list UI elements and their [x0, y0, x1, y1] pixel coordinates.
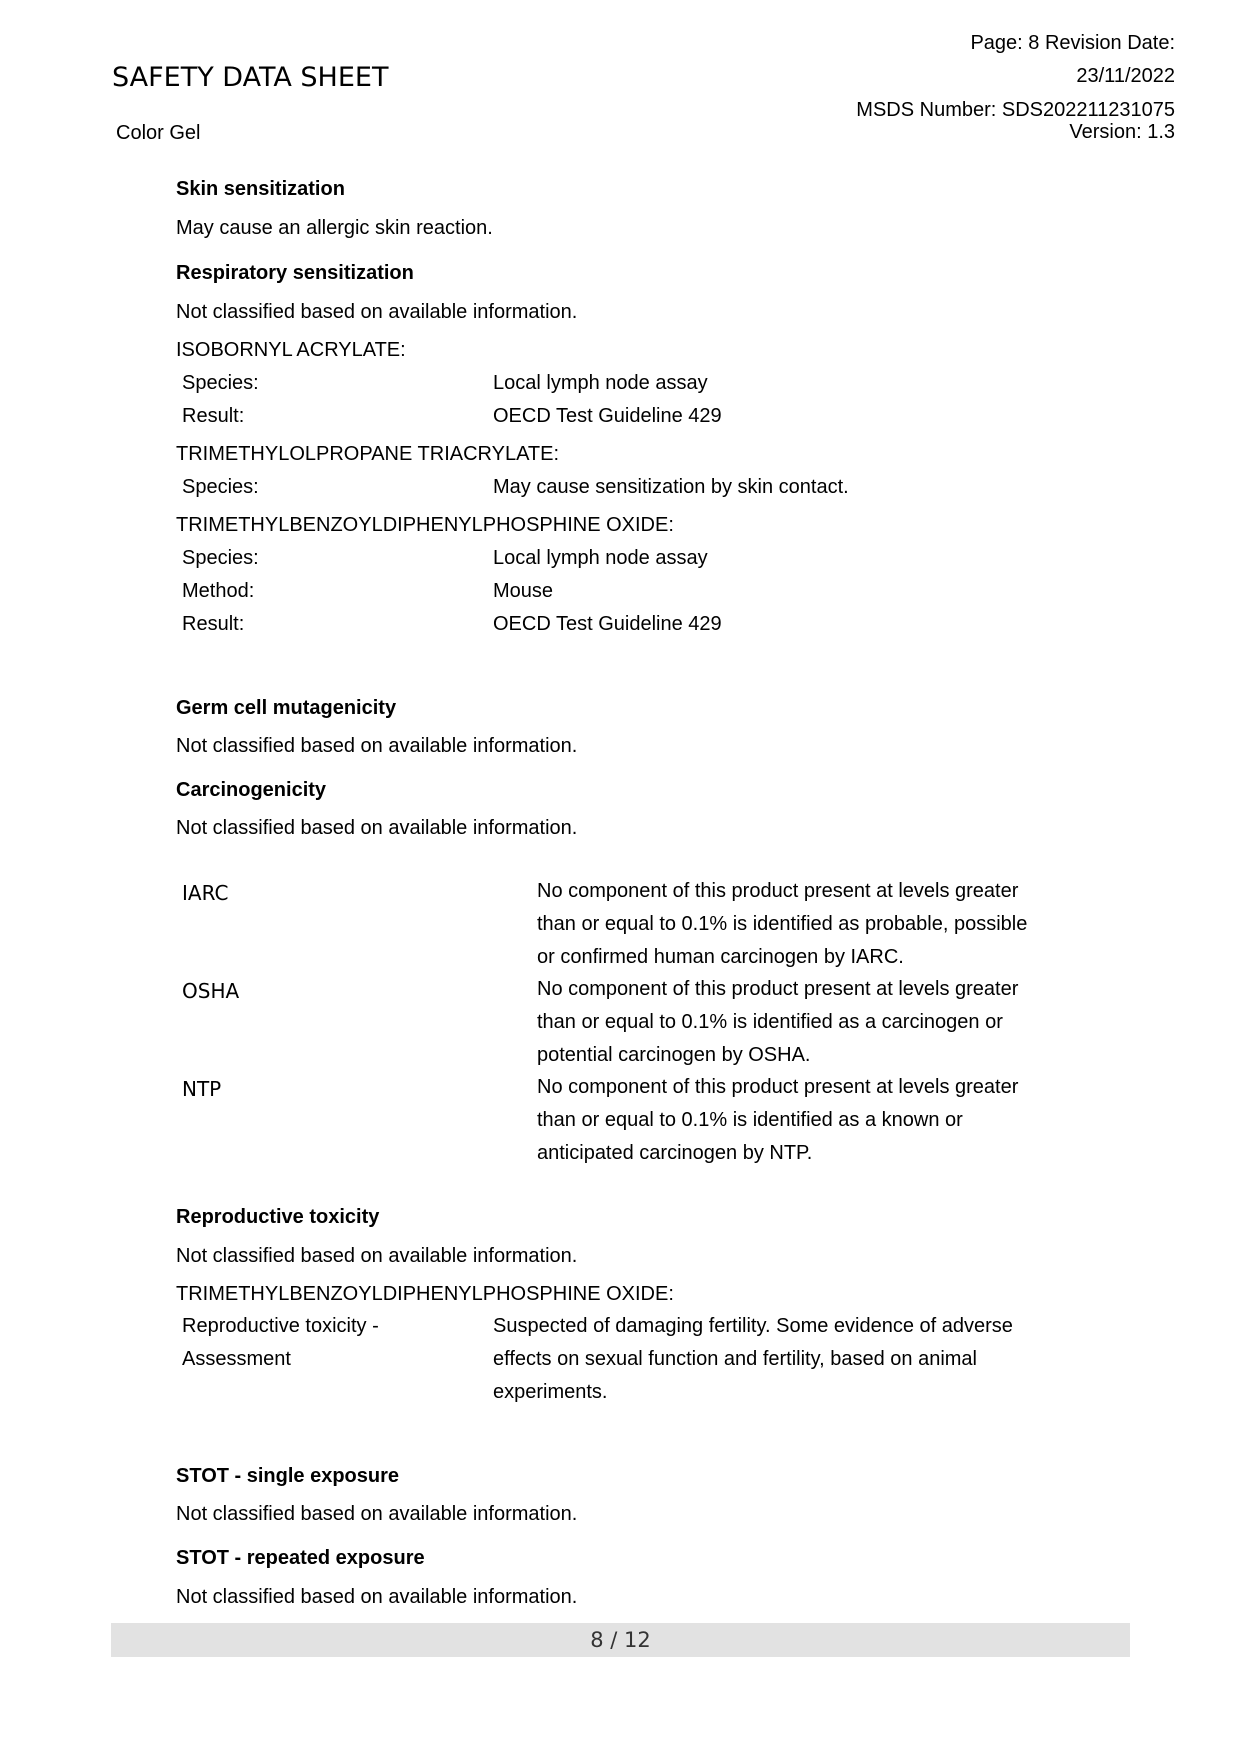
stot-repeated-heading: STOT - repeated exposure — [176, 1547, 425, 1569]
stot-repeated-text: Not classified based on available information. — [176, 1586, 578, 1608]
row-value: Mouse — [493, 580, 554, 602]
skin-sensitization-text: May cause an allergic skin reaction. — [176, 217, 493, 239]
reproductive-toxicity-heading: Reproductive toxicity — [176, 1206, 380, 1228]
agency-osha: OSHA — [182, 979, 240, 1003]
row-label: Species: — [182, 476, 259, 498]
agency-osha-statement: No component of this product present at levels greater than or equal to 0.1% is identified as a carcinogen or potential carcinogen by OSHA. — [537, 978, 1019, 1066]
respiratory-sensitization-text: Not classified based on available information. — [176, 301, 578, 323]
reproductive-toxicity-text: Not classified based on available information. — [176, 1245, 578, 1267]
row-label: Result: — [182, 613, 245, 635]
skin-sensitization-heading: Skin sensitization — [176, 178, 345, 200]
row-label: Species: — [182, 372, 259, 394]
row-label: Result: — [182, 405, 245, 427]
agency-ntp-statement: No component of this product present at levels greater than or equal to 0.1% is identified as a known or anticipated carcinogen by NTP. — [537, 1076, 1019, 1164]
germ-cell-heading: Germ cell mutagenicity — [176, 697, 397, 719]
row-value: Local lymph node assay — [493, 547, 708, 569]
component-name: ISOBORNYL ACRYLATE: — [176, 339, 406, 361]
row-label: Method: — [182, 580, 255, 602]
agency-iarc: IARC — [182, 881, 229, 905]
germ-cell-text: Not classified based on available information. — [176, 735, 578, 757]
revision-date: 23/11/2022 — [1076, 65, 1175, 87]
agency-ntp: NTP — [182, 1077, 222, 1101]
stot-single-heading: STOT - single exposure — [176, 1465, 400, 1487]
page-revision-label: Page: 8 Revision Date: — [970, 32, 1175, 54]
reproductive-assessment-value: Suspected of damaging fertility. Some evidence of adverse effects on sexual function and fertility, based on animal experiments. — [493, 1315, 1013, 1403]
respiratory-sensitization-heading: Respiratory sensitization — [176, 262, 414, 284]
row-value: OECD Test Guideline 429 — [493, 405, 722, 427]
agency-iarc-statement: No component of this product present at levels greater than or equal to 0.1% is identified as probable, possible or confirmed human carcinogen by IARC. — [537, 880, 1028, 968]
stot-single-text: Not classified based on available information. — [176, 1503, 578, 1525]
row-value: May cause sensitization by skin contact. — [493, 476, 849, 498]
row-value: OECD Test Guideline 429 — [493, 613, 722, 635]
page-indicator: 8 / 12 — [590, 1628, 651, 1652]
carcinogenicity-text: Not classified based on available information. — [176, 817, 578, 839]
component-name: TRIMETHYLBENZOYLDIPHENYLPHOSPHINE OXIDE: — [176, 1283, 674, 1305]
carcinogenicity-heading: Carcinogenicity — [176, 779, 327, 801]
component-name: TRIMETHYLBENZOYLDIPHENYLPHOSPHINE OXIDE: — [176, 514, 674, 536]
document-title: SAFETY DATA SHEET — [112, 62, 389, 93]
product-name: Color Gel — [116, 122, 201, 144]
footer-bar — [111, 1623, 1130, 1657]
msds-number: MSDS Number: SDS202211231075 — [856, 99, 1175, 121]
component-name: TRIMETHYLOLPROPANE TRIACRYLATE: — [176, 443, 560, 465]
version: Version: 1.3 — [1069, 121, 1175, 143]
reproductive-assessment-label: Reproductive toxicity - Assessment — [182, 1315, 379, 1370]
row-label: Species: — [182, 547, 259, 569]
row-value: Local lymph node assay — [493, 372, 708, 394]
